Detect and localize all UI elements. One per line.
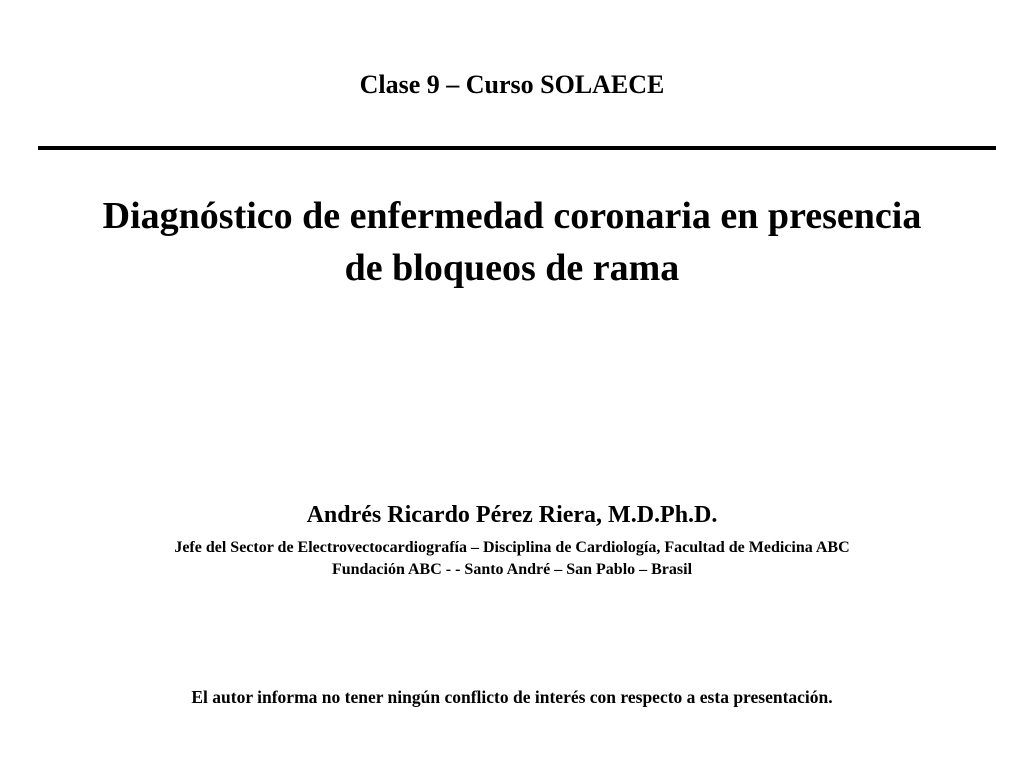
author-affiliation — [0, 537, 1024, 581]
conflict-of-interest-disclaimer: El autor informa no tener ningún conflicto de interés con respecto a esta presentación. — [191, 687, 833, 707]
slide-title-line-1: Diagnóstico de enfermedad coronaria en presencia — [102, 195, 922, 237]
title-divider — [38, 146, 996, 150]
slide-title-line-2: de bloqueos de rama — [344, 247, 680, 289]
author-name: Andrés Ricardo Pérez Riera, M.D.Ph.D. — [306, 502, 718, 528]
affiliation-line-2: Fundación ABC - - Santo André – San Pablo – Brasil — [331, 561, 693, 578]
affiliation-line-1: Jefe del Sector de Electrovectocardiografía – Disciplina de Cardiología, Facultad de Medicina ABC — [174, 539, 850, 556]
course-title: Clase 9 – Curso SOLAECE — [359, 70, 665, 99]
slide-title — [0, 190, 1024, 294]
